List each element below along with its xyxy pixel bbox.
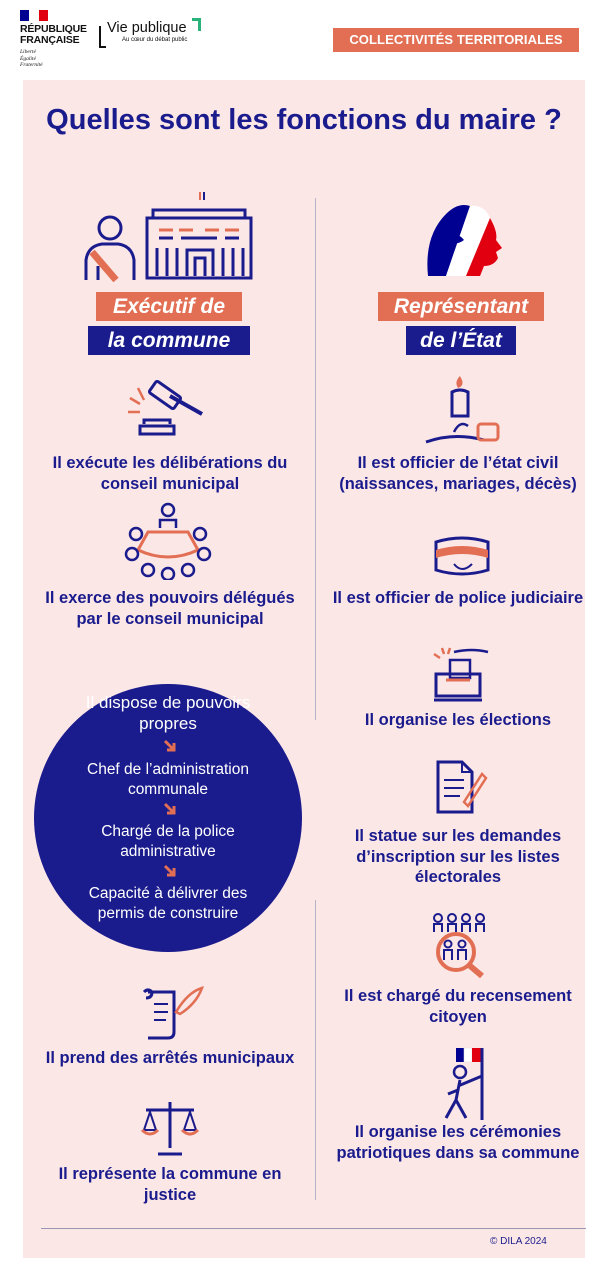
- left-heading-line2: la commune: [88, 326, 250, 355]
- right-item-elections: Il organise les élections: [364, 711, 552, 729]
- ballot-box-icon: [432, 646, 492, 704]
- right-item-citizen-census: Il est chargé du recensement citoyen: [344, 987, 572, 1026]
- right-item-electoral-lists: Il statue sur les demandes d’inscription sur les listes électorales: [354, 827, 562, 886]
- brand-title: Vie publique: [107, 20, 187, 36]
- arrow-down-right-icon: [162, 863, 178, 879]
- flag-bearer-icon: [440, 1046, 494, 1122]
- council-table-icon: [124, 498, 214, 580]
- rf-motto: Liberté Égalité Fraternité: [20, 49, 43, 68]
- circle-intro: Il dispose de pouvoirs propres: [85, 693, 251, 733]
- right-item-judicial-police: Il est officier de police judiciaire: [332, 589, 584, 607]
- left-item-municipal-decrees: Il prend des arrêtés municipaux: [45, 1049, 295, 1067]
- column-divider-bottom: [315, 900, 316, 1200]
- republique-francaise-logo: [20, 10, 90, 69]
- left-item-deliberations: Il exécute les délibérations du conseil municipal: [52, 454, 288, 493]
- vie-publique-logo: [101, 20, 187, 43]
- category-badge: COLLECTIVITÉS TERRITORIALES: [333, 28, 579, 52]
- town-hall-icon: [145, 192, 255, 284]
- left-item-delegated-powers: Il exerce des pouvoirs délégués par le conseil municipal: [45, 589, 295, 628]
- page-header: [0, 0, 608, 80]
- scroll-quill-icon: [140, 986, 204, 1042]
- french-flag-icon: [20, 10, 48, 21]
- left-heading-line1: Exécutif de: [96, 292, 242, 321]
- logo-bracket-left: [99, 26, 106, 48]
- right-heading-line2: de l’État: [406, 326, 516, 355]
- right-heading-line1: Représentant: [378, 292, 544, 321]
- document-pen-icon: [434, 758, 490, 816]
- copyright: © DILA 2024: [490, 1236, 547, 1247]
- brand-tagline: Au cœur du débat public: [122, 37, 188, 43]
- arrow-down-right-icon: [162, 738, 178, 754]
- census-magnifier-icon: [428, 912, 494, 980]
- page-title: Quelles sont les fonctions du maire ?: [46, 104, 562, 136]
- rf-name: RÉPUBLIQUE FRANÇAISE: [20, 23, 87, 46]
- right-item-civil-status: Il est officier de l’état civil (naissances, mariages, décès): [339, 454, 577, 493]
- logo-bracket-right: [192, 18, 201, 31]
- circle-point-police: Chargé de la police administrative: [101, 823, 235, 860]
- marianne-icon: [418, 196, 508, 282]
- candle-scroll-icon: [424, 374, 500, 446]
- mayor-sash-icon: [82, 212, 142, 282]
- footer-divider: [41, 1228, 586, 1229]
- circle-point-permits: Capacité à délivrer des permis de construire: [88, 885, 248, 922]
- circle-point-administration: Chef de l’administration communale: [87, 761, 249, 798]
- scales-icon: [140, 1098, 200, 1156]
- police-kepi-icon: [430, 532, 494, 580]
- right-item-patriotic-ceremonies: Il organise les cérémonies patriotiques dans sa commune: [336, 1123, 580, 1162]
- column-divider-top: [315, 198, 316, 720]
- gavel-icon: [124, 374, 214, 446]
- left-item-represents-in-justice: Il représente la commune en justice: [58, 1165, 282, 1204]
- arrow-down-right-icon: [162, 801, 178, 817]
